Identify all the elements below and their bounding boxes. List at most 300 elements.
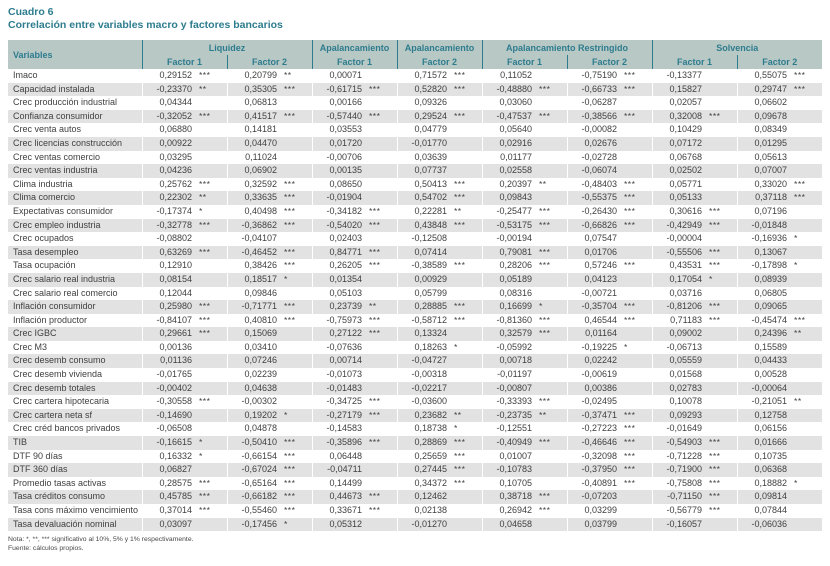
correlation-value: -0,14583 — [312, 422, 369, 436]
correlation-value: -0,55375 — [567, 191, 624, 205]
group-header-solvencia: Solvencia — [652, 40, 822, 55]
correlation-value: 0,15827 — [652, 83, 709, 97]
correlation-value: -0,19225 — [567, 341, 624, 355]
significance-stars: * — [794, 233, 798, 244]
significance-stars — [539, 137, 567, 151]
significance-stars — [794, 164, 822, 178]
significance-stars — [284, 395, 312, 409]
correlation-value: -0,00807 — [482, 382, 539, 396]
correlation-value: 0,12044 — [142, 287, 199, 301]
correlation-value: 0,55075 — [737, 69, 794, 83]
significance-stars — [709, 123, 737, 137]
significance-stars — [539, 151, 567, 165]
significance-stars: *** — [624, 450, 636, 461]
correlation-value: 0,28575 — [142, 477, 199, 491]
correlation-value: 0,52820 — [397, 83, 454, 97]
significance-stars: *** — [539, 327, 567, 341]
correlation-value: 0,43531 — [652, 259, 709, 273]
significance-stars — [199, 409, 227, 423]
significance-stars — [709, 164, 737, 178]
significance-stars: *** — [369, 219, 397, 233]
significance-stars — [369, 518, 397, 532]
significance-stars — [624, 96, 652, 110]
correlation-value: 0,01007 — [482, 450, 539, 464]
group-header-row — [8, 40, 822, 55]
correlation-value: 0,01295 — [737, 137, 794, 151]
correlation-value: 0,10705 — [482, 477, 539, 491]
correlation-value: 0,14499 — [312, 477, 369, 491]
significance-stars: *** — [709, 477, 721, 488]
significance-stars: *** — [284, 178, 296, 189]
significance-stars — [284, 382, 312, 396]
significance-stars — [709, 137, 737, 151]
correlation-value: 0,07246 — [227, 354, 284, 368]
group-header-liquidez: Liquidez — [142, 40, 312, 55]
significance-stars: *** — [454, 463, 482, 477]
footnotes — [8, 536, 822, 553]
significance-stars — [199, 232, 227, 246]
significance-stars — [369, 191, 397, 205]
significance-stars: *** — [709, 505, 721, 515]
correlation-value: -0,23735 — [482, 409, 539, 423]
significance-stars: *** — [624, 260, 636, 271]
significance-stars: ** — [284, 70, 292, 80]
correlation-value: -0,81206 — [652, 300, 709, 314]
significance-stars: *** — [369, 436, 397, 450]
col-header-solvencia-factor1: Factor 1 — [652, 55, 737, 69]
correlation-value: 0,40810 — [227, 314, 284, 328]
correlation-value: 0,07196 — [737, 205, 794, 219]
correlation-value: -0,56779 — [652, 504, 709, 518]
significance-stars — [539, 69, 567, 83]
significance-stars: *** — [369, 409, 397, 423]
correlation-value: -0,02217 — [397, 382, 454, 396]
significance-stars — [794, 123, 822, 137]
correlation-value: 0,07844 — [737, 504, 794, 518]
significance-stars: *** — [284, 219, 312, 233]
correlation-value: 0,17054 — [652, 273, 709, 287]
significance-stars: *** — [369, 246, 397, 260]
significance-stars: *** — [284, 450, 296, 461]
table-row — [8, 327, 822, 341]
correlation-value: 0,22281 — [397, 205, 454, 219]
significance-stars — [199, 422, 227, 436]
correlation-value: -0,67024 — [227, 463, 284, 477]
significance-stars: *** — [709, 246, 737, 260]
significance-stars: *** — [454, 314, 466, 325]
significance-stars: *** — [284, 300, 312, 314]
correlation-value: -0,81360 — [482, 314, 539, 328]
correlation-value: -0,05992 — [482, 341, 539, 355]
variable-name: Crec ocupados — [13, 233, 74, 244]
variable-name: Confianza consumidor — [8, 110, 142, 124]
correlation-value: -0,17374 — [142, 205, 199, 219]
correlation-value: 0,06368 — [737, 463, 794, 477]
table-row — [8, 178, 822, 192]
correlation-value: -0,12508 — [397, 232, 454, 246]
correlation-value: 0,03553 — [312, 123, 369, 137]
significance-stars: *** — [539, 396, 551, 407]
significance-stars: *** — [624, 219, 652, 233]
significance-stars: *** — [709, 450, 721, 461]
correlation-value: -0,17898 — [737, 259, 794, 273]
significance-stars — [709, 368, 737, 382]
variable-name: DTF 90 días — [13, 450, 63, 461]
significance-stars — [539, 368, 567, 382]
correlation-value: 0,50413 — [397, 178, 454, 192]
correlation-value: 0,04123 — [567, 273, 624, 287]
correlation-value: 0,03097 — [142, 518, 199, 532]
significance-stars: *** — [369, 327, 397, 341]
significance-stars: *** — [199, 490, 227, 504]
significance-stars — [794, 490, 822, 504]
correlation-value: -0,38589 — [397, 259, 454, 273]
variable-name: Imaco — [13, 70, 38, 80]
significance-stars: *** — [369, 205, 381, 216]
correlation-value: -0,37950 — [567, 463, 624, 477]
significance-stars — [624, 232, 652, 246]
correlation-value: 0,40498 — [227, 205, 284, 219]
correlation-value: -0,12551 — [482, 422, 539, 436]
table-row — [8, 232, 822, 246]
significance-stars — [199, 354, 227, 368]
significance-stars — [624, 395, 652, 409]
correlation-value: -0,40891 — [567, 477, 624, 491]
correlation-value: 0,04658 — [482, 518, 539, 532]
table-row — [8, 96, 822, 110]
correlation-value: 0,41517 — [227, 110, 284, 124]
correlation-value: 0,02676 — [567, 137, 624, 151]
correlation-value: 0,71572 — [397, 69, 454, 83]
significance-stars — [454, 246, 482, 260]
significance-stars: *** — [539, 436, 567, 450]
significance-stars: *** — [624, 83, 652, 97]
significance-stars — [284, 422, 312, 436]
variable-name: Crec producción industrial — [13, 97, 118, 108]
correlation-value: -0,32098 — [567, 450, 624, 464]
correlation-value: 0,09065 — [737, 300, 794, 314]
correlation-value: 0,02558 — [482, 164, 539, 178]
significance-stars — [709, 327, 737, 341]
correlation-value: 0,09814 — [737, 490, 794, 504]
significance-stars — [369, 96, 397, 110]
significance-stars: *** — [369, 396, 381, 407]
correlation-value: 0,00386 — [567, 382, 624, 396]
significance-stars: *** — [539, 490, 567, 504]
correlation-value: 0,02502 — [652, 164, 709, 178]
correlation-value: 0,57246 — [567, 259, 624, 273]
significance-stars — [454, 354, 482, 368]
significance-stars — [709, 96, 737, 110]
correlation-value: -0,84107 — [142, 314, 199, 328]
correlation-value: 0,06156 — [737, 422, 794, 436]
significance-stars: *** — [624, 423, 636, 434]
significance-stars — [199, 151, 227, 165]
variable-name: Crec desemb vivienda — [13, 369, 103, 380]
significance-stars: ** — [454, 409, 482, 423]
significance-stars: *** — [624, 70, 636, 80]
correlation-value: 0,05189 — [482, 273, 539, 287]
correlation-value: -0,26430 — [567, 205, 624, 219]
correlation-value: 0,33671 — [312, 504, 369, 518]
correlation-value: -0,01270 — [397, 518, 454, 532]
correlation-value: -0,00318 — [397, 368, 454, 382]
correlation-value: 0,06768 — [652, 151, 709, 165]
correlation-value: 0,22302 — [142, 191, 199, 205]
correlation-value: 0,03295 — [142, 151, 199, 165]
significance-stars — [794, 368, 822, 382]
significance-stars — [539, 422, 567, 436]
significance-stars: ** — [369, 300, 397, 314]
significance-stars — [454, 273, 482, 287]
correlation-value: 0,05559 — [652, 354, 709, 368]
significance-stars — [709, 69, 737, 83]
table-row — [8, 205, 822, 219]
correlation-value: 0,04638 — [227, 382, 284, 396]
significance-stars — [199, 463, 227, 477]
correlation-value: 0,06813 — [227, 96, 284, 110]
significance-stars: *** — [454, 70, 466, 80]
correlation-value: -0,07203 — [567, 490, 624, 504]
significance-stars — [454, 151, 482, 165]
page-title: Correlación entre variables macro y factores bancarios — [8, 18, 283, 31]
correlation-value: 0,25762 — [142, 178, 199, 192]
correlation-value: 0,05133 — [652, 191, 709, 205]
correlation-value: -0,46646 — [567, 436, 624, 450]
significance-stars — [624, 137, 652, 151]
correlation-value: 0,08349 — [737, 123, 794, 137]
table-row — [8, 409, 822, 423]
significance-stars — [284, 164, 312, 178]
group-header-apalancamiento-f1: Apalancamiento — [312, 40, 397, 55]
significance-stars — [794, 463, 822, 477]
significance-stars — [624, 327, 652, 341]
correlation-value: 0,06880 — [142, 123, 199, 137]
correlation-value: 0,00528 — [737, 368, 794, 382]
variable-name: Crec licencias construcción — [8, 137, 142, 151]
correlation-value: 0,00166 — [312, 96, 369, 110]
correlation-value: 0,14181 — [227, 123, 284, 137]
significance-stars: * — [539, 300, 567, 314]
variable-name: Tasa desempleo — [8, 246, 142, 260]
correlation-value: 0,05640 — [482, 123, 539, 137]
correlation-value: -0,01073 — [312, 368, 369, 382]
variable-name: Crec M3 — [13, 341, 48, 352]
correlation-value: -0,32778 — [142, 219, 199, 233]
significance-stars — [369, 164, 397, 178]
significance-stars — [539, 354, 567, 368]
significance-stars: *** — [369, 314, 381, 325]
significance-stars: *** — [454, 219, 482, 233]
significance-stars — [369, 123, 397, 137]
correlation-value: 0,09293 — [652, 409, 709, 423]
significance-stars — [454, 395, 482, 409]
correlation-value: 0,04433 — [737, 354, 794, 368]
correlation-value: 0,00071 — [312, 69, 369, 83]
significance-stars: ** — [539, 409, 567, 423]
correlation-value: 0,07172 — [652, 137, 709, 151]
significance-stars: *** — [284, 110, 312, 124]
correlation-value: -0,38566 — [567, 110, 624, 124]
correlation-value: -0,25477 — [482, 205, 539, 219]
correlation-value: -0,02728 — [567, 151, 624, 165]
correlation-value: -0,08802 — [142, 232, 199, 246]
significance-stars: * — [454, 423, 458, 434]
correlation-value: -0,06287 — [567, 96, 624, 110]
correlation-value: -0,48880 — [482, 83, 539, 97]
significance-stars: *** — [709, 490, 737, 504]
significance-stars — [794, 450, 822, 464]
significance-stars — [369, 287, 397, 301]
significance-stars — [454, 327, 482, 341]
correlation-value: 0,16699 — [482, 300, 539, 314]
correlation-value: 0,02242 — [567, 354, 624, 368]
col-header-variables: Variables — [8, 40, 142, 69]
significance-stars: *** — [199, 477, 211, 488]
correlation-value: -0,03600 — [397, 395, 454, 409]
group-header-apalancamiento-f2: Apalancamiento — [397, 40, 482, 55]
col-header-solvencia-factor2: Factor 2 — [737, 55, 822, 69]
table-row — [8, 422, 822, 436]
significance-stars: *** — [199, 178, 211, 189]
correlation-value: -0,65164 — [227, 477, 284, 491]
correlation-value: -0,35896 — [312, 436, 369, 450]
correlation-value: 0,11052 — [482, 69, 539, 83]
significance-stars: *** — [199, 246, 227, 260]
correlation-value: 0,12910 — [142, 259, 199, 273]
significance-stars — [709, 232, 737, 246]
correlation-value: 0,02057 — [652, 96, 709, 110]
significance-stars: *** — [539, 246, 567, 260]
significance-stars — [709, 287, 737, 301]
correlation-value: -0,53175 — [482, 219, 539, 233]
significance-stars: *** — [284, 246, 312, 260]
correlation-value: 0,07007 — [737, 164, 794, 178]
significance-stars — [284, 327, 312, 341]
correlation-value: -0,42949 — [652, 219, 709, 233]
significance-stars: * — [199, 205, 203, 216]
correlation-value: 0,06805 — [737, 287, 794, 301]
correlation-value: 0,28869 — [397, 436, 454, 450]
significance-stars — [369, 450, 397, 464]
correlation-value: -0,04107 — [227, 232, 284, 246]
correlation-value: -0,13377 — [652, 69, 709, 83]
significance-stars — [794, 354, 822, 368]
significance-stars: *** — [624, 314, 636, 325]
variable-name: Inflación productor — [13, 314, 88, 325]
correlation-value: -0,71771 — [227, 300, 284, 314]
correlation-value: -0,54020 — [312, 219, 369, 233]
correlation-value: -0,47537 — [482, 110, 539, 124]
correlation-value: 0,06602 — [737, 96, 794, 110]
variable-name: Crec desemb consumo — [8, 354, 142, 368]
correlation-value: 0,29152 — [142, 69, 199, 83]
variable-name: Clima comercio — [8, 191, 142, 205]
correlation-value: 0,38426 — [227, 259, 284, 273]
significance-stars — [369, 341, 397, 355]
significance-stars — [369, 354, 397, 368]
significance-stars: *** — [709, 436, 737, 450]
significance-stars: ** — [794, 396, 802, 407]
significance-stars: ** — [199, 191, 227, 205]
significance-stars — [794, 96, 822, 110]
significance-stars: *** — [794, 314, 806, 325]
significance-stars: *** — [624, 110, 652, 124]
correlation-value: -0,04711 — [312, 463, 369, 477]
significance-stars: *** — [369, 490, 397, 504]
table-row — [8, 259, 822, 273]
correlation-value: 0,09326 — [397, 96, 454, 110]
significance-stars — [794, 341, 822, 355]
significance-stars — [539, 96, 567, 110]
correlation-value: 0,27122 — [312, 327, 369, 341]
correlation-value: -0,27223 — [567, 422, 624, 436]
significance-stars: *** — [709, 205, 721, 216]
correlation-value: 0,06827 — [142, 463, 199, 477]
significance-stars: *** — [369, 260, 381, 271]
significance-stars — [454, 504, 482, 518]
correlation-value: 0,01666 — [737, 436, 794, 450]
correlation-value: 0,07414 — [397, 246, 454, 260]
significance-stars: *** — [709, 110, 737, 124]
significance-stars — [794, 137, 822, 151]
significance-stars: *** — [284, 463, 312, 477]
significance-stars — [794, 518, 822, 532]
correlation-value: -0,32052 — [142, 110, 199, 124]
significance-stars — [284, 287, 312, 301]
correlation-value: -0,01848 — [737, 219, 794, 233]
correlation-value: 0,29661 — [142, 327, 199, 341]
correlation-value: 0,30616 — [652, 205, 709, 219]
correlation-value: 0,09678 — [737, 110, 794, 124]
significance-stars — [539, 450, 567, 464]
significance-stars — [284, 123, 312, 137]
correlation-value: 0,28206 — [482, 259, 539, 273]
significance-stars: *** — [539, 314, 551, 325]
correlation-value: 0,32579 — [482, 327, 539, 341]
significance-stars: *** — [539, 219, 567, 233]
significance-stars — [624, 246, 652, 260]
correlation-value: -0,55460 — [227, 504, 284, 518]
correlation-value: -0,17456 — [227, 518, 284, 532]
correlation-value: -0,75973 — [312, 314, 369, 328]
correlation-value: -0,01197 — [482, 368, 539, 382]
correlation-value: -0,00721 — [567, 287, 624, 301]
correlation-value: -0,66154 — [227, 450, 284, 464]
correlation-value: -0,71150 — [652, 490, 709, 504]
significance-stars: *** — [369, 505, 381, 515]
significance-stars: *** — [454, 450, 466, 461]
significance-stars: *** — [454, 477, 466, 488]
significance-stars: *** — [199, 314, 211, 325]
significance-stars — [794, 287, 822, 301]
significance-stars: *** — [284, 83, 312, 97]
significance-stars — [709, 341, 737, 355]
significance-stars — [284, 232, 312, 246]
correlation-value: -0,16936 — [737, 232, 794, 246]
table-row — [8, 341, 822, 355]
correlation-value: -0,00302 — [227, 395, 284, 409]
table-row — [8, 490, 822, 504]
significance-stars — [369, 137, 397, 151]
correlation-value: 0,79081 — [482, 246, 539, 260]
correlation-value: 0,01720 — [312, 137, 369, 151]
significance-stars: ** — [539, 178, 547, 189]
table-header — [8, 40, 822, 69]
correlation-value: 0,04236 — [142, 164, 199, 178]
significance-stars: *** — [709, 260, 721, 271]
correlation-value: -0,10783 — [482, 463, 539, 477]
